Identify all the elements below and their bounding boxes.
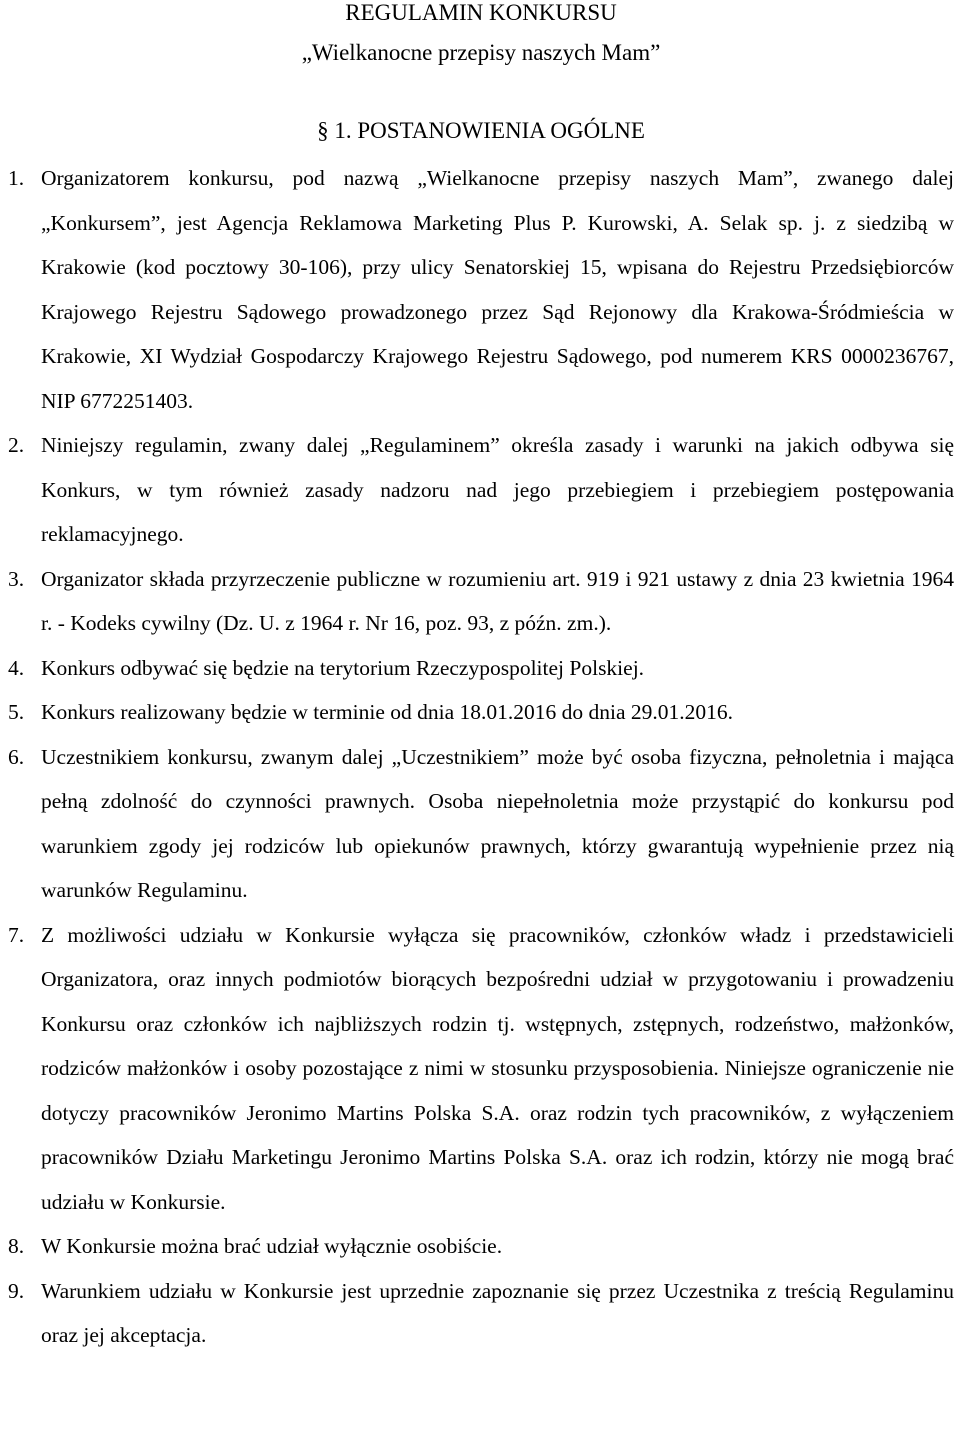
list-item <box>8 913 954 1225</box>
item-text: Organizatorem konkursu, pod nazwą „Wielkanocne przepisy naszych Mam”, zwanego dalej „Konkursem”, jest Agencja Reklamowa Marketing Plus P. Kurowski, A. Selak sp. j. z siedzibą w Krakowie (kod pocztowy 30-106), przy ulicy Senatorskiej 15, wpisana do Rejestru Przedsiębiorców Krajowego Rejestru Sądowego prowadzonego przez Sąd Rejonowy dla Krakowa-Śródmieścia w Krakowie, XI Wydział Gospodarczy Krajowego Rejestru Sądowego, pod numerem KRS 0000236767, NIP 6772251403. <box>41 166 954 413</box>
item-text: Niniejszy regulamin, zwany dalej „Regulaminem” określa zasady i warunki na jakich odbywa się Konkurs, w tym również zasady nadzoru nad jego przebiegiem i przebiegiem postępowania reklamacyjnego. <box>41 433 954 546</box>
list-item <box>8 690 954 735</box>
list-item <box>8 1224 954 1269</box>
item-text: Uczestnikiem konkursu, zwanym dalej „Uczestnikiem” może być osoba fizyczna, pełnoletnia i mająca pełną zdolność do czynności prawnych. Osoba niepełnoletnia może przystąpić do konkursu pod warunkiem zgody jej rodziców lub opiekunów prawnych, którzy gwarantują wypełnienie przez nią warunków Regulaminu. <box>41 744 954 902</box>
item-number: 2. <box>8 433 25 457</box>
item-number: 3. <box>8 566 25 591</box>
item-number: 6. <box>8 744 25 769</box>
item-text: Warunkiem udziału w Konkursie jest uprzednie zapoznanie się przez Uczestnika z treścią Regulaminu oraz jej akceptacja. <box>41 1278 954 1347</box>
list-item <box>8 735 954 913</box>
contest-name: „Wielkanocne przepisy naszych Mam” <box>301 40 661 65</box>
list-item <box>8 646 954 691</box>
item-number: 1. <box>8 166 25 190</box>
item-number: 5. <box>8 700 25 724</box>
item-text: Organizator składa przyrzeczenie publiczne w rozumieniu art. 919 i 921 ustawy z dnia 23 kwietnia 1964 r. - Kodeks cywilny (Dz. U. z 1964 r. Nr 16, poz. 93, z późn. zm.). <box>41 566 954 635</box>
item-text: Konkurs realizowany będzie w terminie od dnia 18.01.2016 do dnia 29.01.2016. <box>41 700 734 724</box>
item-number: 8. <box>8 1234 25 1258</box>
item-number: 4. <box>8 655 25 680</box>
document-title: REGULAMIN KONKURSU <box>345 0 617 25</box>
item-number: 9. <box>8 1278 25 1303</box>
list-item <box>8 423 954 557</box>
item-text: W Konkursie można brać udział wyłącznie osobiście. <box>41 1234 503 1258</box>
item-text: Z możliwości udziału w Konkursie wyłącza się pracowników, członków władz i przedstawicieli Organizatora, oraz innych podmiotów biorących bezpośredni udział w przygotowaniu i prowadzeniu Konkursu oraz członków ich najbliższych rodzin tj. wstępnych, zstępnych, rodzeństwo, małżonków, rodziców małżonków i osoby pozostające z nimi w stosunku przysposobienia. Niniejsze ograniczenie nie dotyczy pracowników Jeronimo Martins Polska S.A. oraz rodzin tych pracowników, z wyłączeniem pracowników Działu Marketingu Jeronimo Martins Polska S.A. oraz ich rodzin, którzy nie mogą brać udziału w Konkursie. <box>41 922 954 1214</box>
section-heading: § 1. POSTANOWIENIA OGÓLNE <box>317 118 645 143</box>
item-text: Konkurs odbywać się będzie na terytorium Rzeczypospolitej Polskiej. <box>41 655 645 680</box>
list-item <box>8 1269 954 1358</box>
list-item <box>8 156 954 423</box>
list-item <box>8 557 954 646</box>
provisions-list <box>8 156 954 1358</box>
item-number: 7. <box>8 922 25 947</box>
